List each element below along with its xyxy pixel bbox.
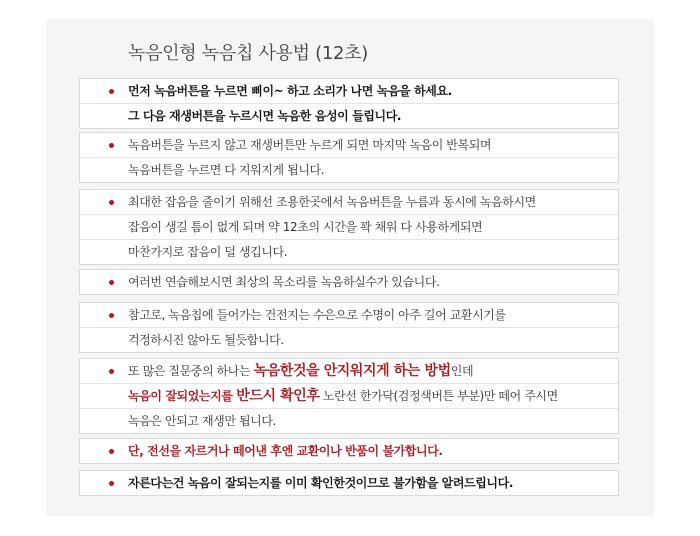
page-title: 녹음인형 녹음칩 사용법 (12초) [128,43,368,64]
instruction-line: 걱정하시진 않아도 될듯합니다. [80,327,618,352]
instruction-line: 먼저 녹음버튼을 누르면 삐이~ 하고 소리가 나면 녹음을 하세요. [80,79,618,103]
instruction-line: 참고로, 녹음칩에 들어가는 건전지는 수은으로 수명이 아주 길어 교환시기를 [80,303,618,327]
instruction-box-6 [79,358,619,434]
instruction-line: 여러번 연습해보시면 최상의 목소리를 녹음하실수가 있습니다. [80,270,618,294]
instruction-line: 최대한 잡음을 줄이기 위해선 조용한곳에서 녹음버튼을 누름과 동시에 녹음하시면 [80,190,618,214]
instruction-line: 그 다음 재생버튼을 누르시면 녹음한 음성이 들립니다. [80,103,618,128]
instruction-box-7 [79,438,619,464]
bullet-icon [109,449,114,454]
instruction-line: 또 많은 질문중의 하나는 녹음한것을 안지워지게 하는 방법인데 [80,359,618,383]
instruction-box-1 [79,78,619,129]
instructions-panel [46,19,654,516]
bullet-icon [109,280,114,285]
instruction-line: 녹음버튼을 누르지 않고 재생버튼만 누르게 되면 마지막 녹음이 반복되며 [80,133,618,157]
instruction-box-3 [79,189,619,265]
instruction-line: 마찬가지로 잡음이 덜 생깁니다. [80,239,618,264]
bullet-icon [109,313,114,318]
bullet-icon [109,89,114,94]
instruction-box-2 [79,132,619,183]
instruction-box-5 [79,302,619,353]
instruction-line: 자른다는건 녹음이 잘되는지를 이미 확인한것이므로 불가함을 알려드립니다. [80,471,618,495]
emphasis-text: 녹음한것을 안지워지게 하는 방법 [253,363,451,379]
bullet-icon [109,481,114,486]
instruction-line: 잡음이 생길 틈이 없게 되며 약 12초의 시간을 꽉 채워 다 사용하게되면 [80,214,618,239]
instruction-box-4 [79,269,619,295]
instruction-line: 녹음이 잘되었는지를 반드시 확인후 노란선 한가닥(검정색버튼 부분)만 떼어 주시면 [80,383,618,408]
emphasis-text: 녹음이 잘되었는지를 [128,389,237,403]
emphasis-text: 반드시 확인후 [236,388,320,404]
instruction-line: 녹음버튼을 누르면 다 지워지게 됩니다. [80,157,618,182]
bullet-icon [109,369,114,374]
bullet-icon [109,200,114,205]
instruction-box-8 [79,470,619,496]
instruction-line: 단, 전선을 자르거나 떼어낸 후엔 교환이나 반품이 불가합니다. [80,439,618,463]
instruction-line: 녹음은 안되고 재생만 됩니다. [80,408,618,433]
bullet-icon [109,143,114,148]
